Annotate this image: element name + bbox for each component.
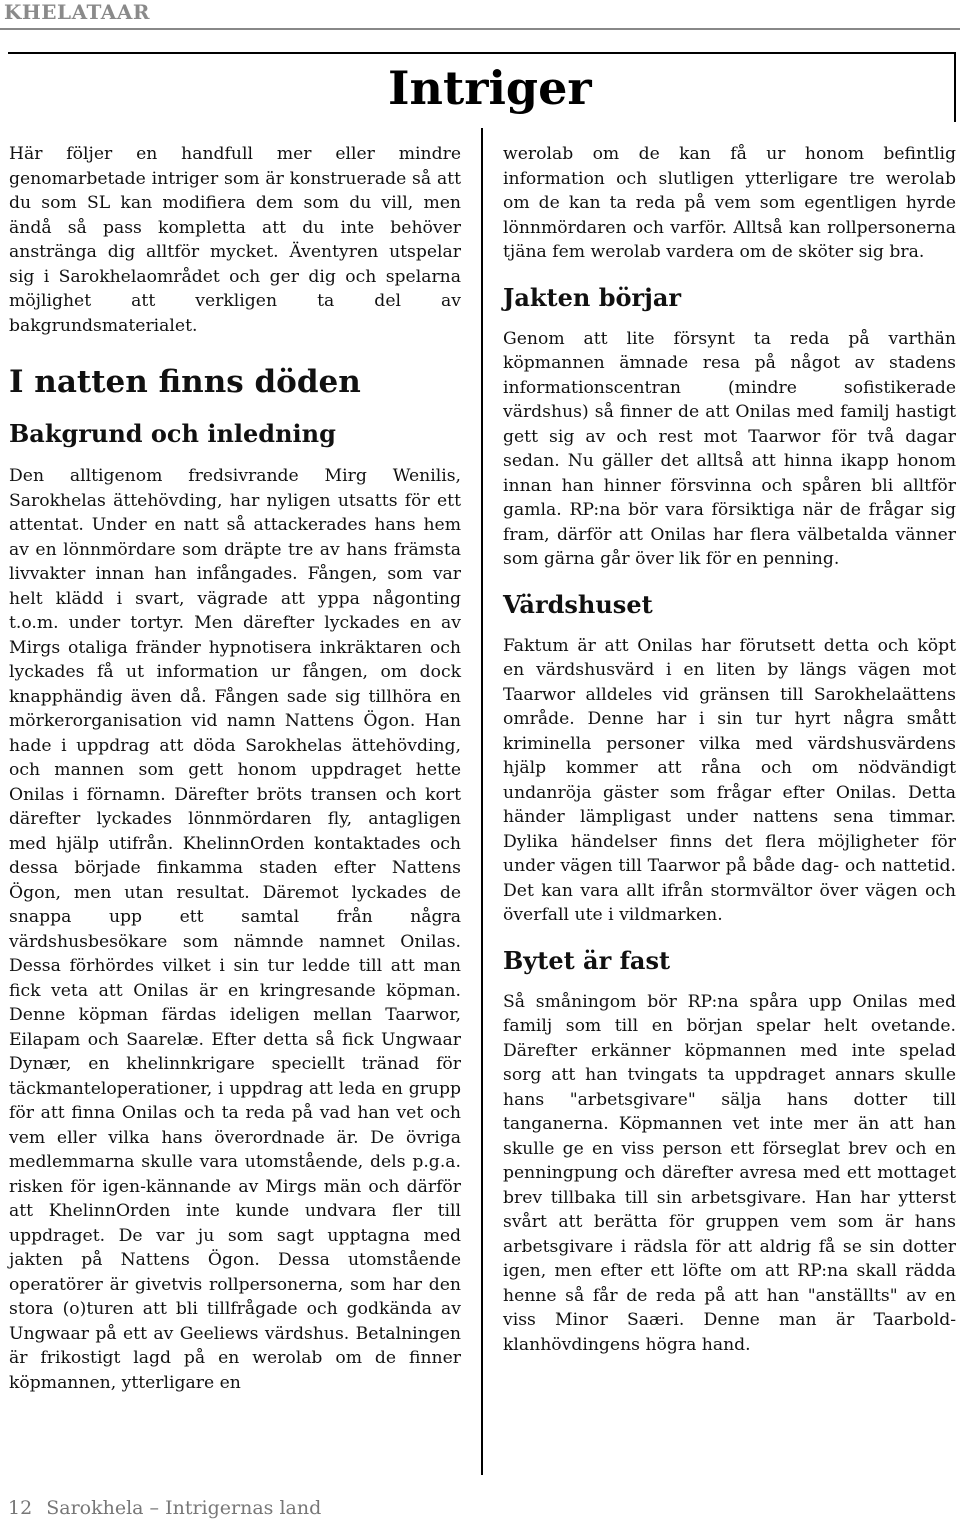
header-brand: KHELATAAR <box>4 0 150 24</box>
section-title-vardshuset: Värdshuset <box>503 589 653 619</box>
section-body-vardshuset: Faktum är att Onilas har förutsett detta och köpt en värdshusvärd i en liten by längs vägen mot Taarwor alldeles vid gränsen till Sarokhelaättens område. Denne har i sin tur hyrt några smått kriminella personer vilka med värdshusvärdens hjälp kommer att råna och om nödvändigt undanröja gäster som frågar efter Onilas. Detta händer lämpligast under nattens sena timmar. Dylika händelser finns det flera möjligheter för under vägen till Taarwor på både dag- och nattetid. Det kan vara allt ifrån stormvältor över vägen och överfall ute i vildmarken. <box>503 635 956 925</box>
left-column <box>9 142 461 1395</box>
header-rule <box>0 28 960 30</box>
page-number: 12 <box>8 1497 33 1519</box>
running-title: Sarokhela – Intrigernas land <box>46 1497 322 1519</box>
page-footer <box>8 1497 329 1519</box>
intro-paragraph: Här följer en handfull mer eller mindre genomarbetade intriger som är konstruerade så att du som SL kan modifiera dem som du vill, men ändå så pass kompletta att du inte behöver anstränga dig alltför mycket. Äventyren utspelar sig i Sarokhelaområdet och ger dig och spelarna möjlighet att verkligen ta del av bakgrundsmaterialet. <box>9 144 461 336</box>
section-body-jakten: Genom att lite försynt ta reda på varthän köpmannen ämnade resa på något av stadens informationscentran (mindre sofistikerade värdshus) så finner de att Onilas med familj hastigt gett sig av och rest mot Taarwor för två dagar sedan. Nu gäller det alltså att hinna ikapp honom innan han hinner försvinna och spåren bli alltför gamla. RP:na bör vara försiktiga när de frågar sig fram, därför att Onilas har flera välbetalda vänner som gärna går över lik för en penning. <box>503 328 956 569</box>
section-title-bytet: Bytet är fast <box>503 945 671 975</box>
background-paragraph: Den alltigenom fredsivrande Mirg Wenilis, Sarokhelas ättehövding, har nyligen utsatts för ett attentat. Under en natt så attackerades hans hem av en lönnmördare som dräpte tre av hans främsta livvakter innan han infångades. Fången, som var helt klädd i svart, vägrade att yppa någonting t.o.m. under tortyr. Men därefter lyckades en av Mirgs otaliga fränder hypnotisera inkräktaren och lyckades få ut information ur fången, om dock knapphändig även då. Fången sade sig tillhöra en mörkerorganisation vid namn Nattens Ögon. Han hade i uppdrag att döda Sarokhelas ättehövding, och mannen som gett honom uppdraget hette Onilas i förnamn. Därefter bröts transen och kort därefter lyckades lönnmördaren fly, antagligen med hjälp utifrån. KhelinnOrden kontaktades och dessa började finkamma staden efter Nattens Ögon, men utan resultat. Däremot lyckades de snappa upp ett samtal från några värdshusbesökare som nämnde namnet Onilas. Dessa förhördes vilket i sin tur ledde till att man fick veta att Onilas är en kringresande köpman. Denne köpman färdas ideligen mellan Taarwor, Eilapam och Saarelæ. Efter detta så fick Ungwaar Dynær, en khelinnkrigare speciellt tränad för täckmanteloperationer, i uppdrag att leda en grupp för att finna Onilas och ta reda på vad han vet och vem eller vilka hans överordnade är. De övriga medlemmarna skulle vara utomstående, dels p.g.a. risken för igen-kännande av Mirgs män och därför att KhelinnOrden inte kunde undvara fler till uppdraget. De var ju som sagt upptagna med jakten på Nattens Ögon. Dessa utomstående operatörer är givetvis rollpersonerna, som har den stora (o)turen att bli tillfrågade och godkända av Ungwaar på ett av Geeliews värdshus. Betalningen är frikostigt lagd på en werolab om de finner köpmannen, ytterligare en <box>9 466 461 1393</box>
continuation-paragraph: werolab om de kan få ur honom befintlig information och slutligen ytterligare tre werolab om de kan ta reda på vem som egentligen hyrde lönnmördaren och varför. Alltså kan rollpersonerna tjäna fem werolab vardera om de sköter sig bra. <box>503 144 956 262</box>
right-column <box>503 142 956 1357</box>
running-header <box>0 0 960 26</box>
page-title: Intriger <box>388 61 592 115</box>
column-divider <box>481 128 483 1475</box>
story-title: I natten finns döden <box>9 364 361 400</box>
section-body-bytet: Så småningom bör RP:na spåra upp Onilas med familj som till en början spelar helt ovetande. Därefter erkänner köpmannen med inte spelad sorg att han tvingats ta uppdraget annars skulle hans "arbetsgivare" sälja hans dotter till tanganerna. Köpmannen vet inte mer än att han skulle ge en viss person ett förseglat brev och en penningpung och därefter avresa med ett mottaget brev tillbaka till sin arbetsgivare. Han har ytterst svårt att berätta för gruppen vem som är hans arbetsgivare i rädsla för att aldrig få se sin dotter igen, men efter ett löfte om att RP:na skall rädda henne så får de reda på att han "anställts" av en viss Minor Saæri. Denne man är Taarbold-klanhövdingens högra hand. <box>503 991 956 1355</box>
section-title-background: Bakgrund och inledning <box>9 419 336 448</box>
section-title-jakten: Jakten börjar <box>503 282 682 312</box>
